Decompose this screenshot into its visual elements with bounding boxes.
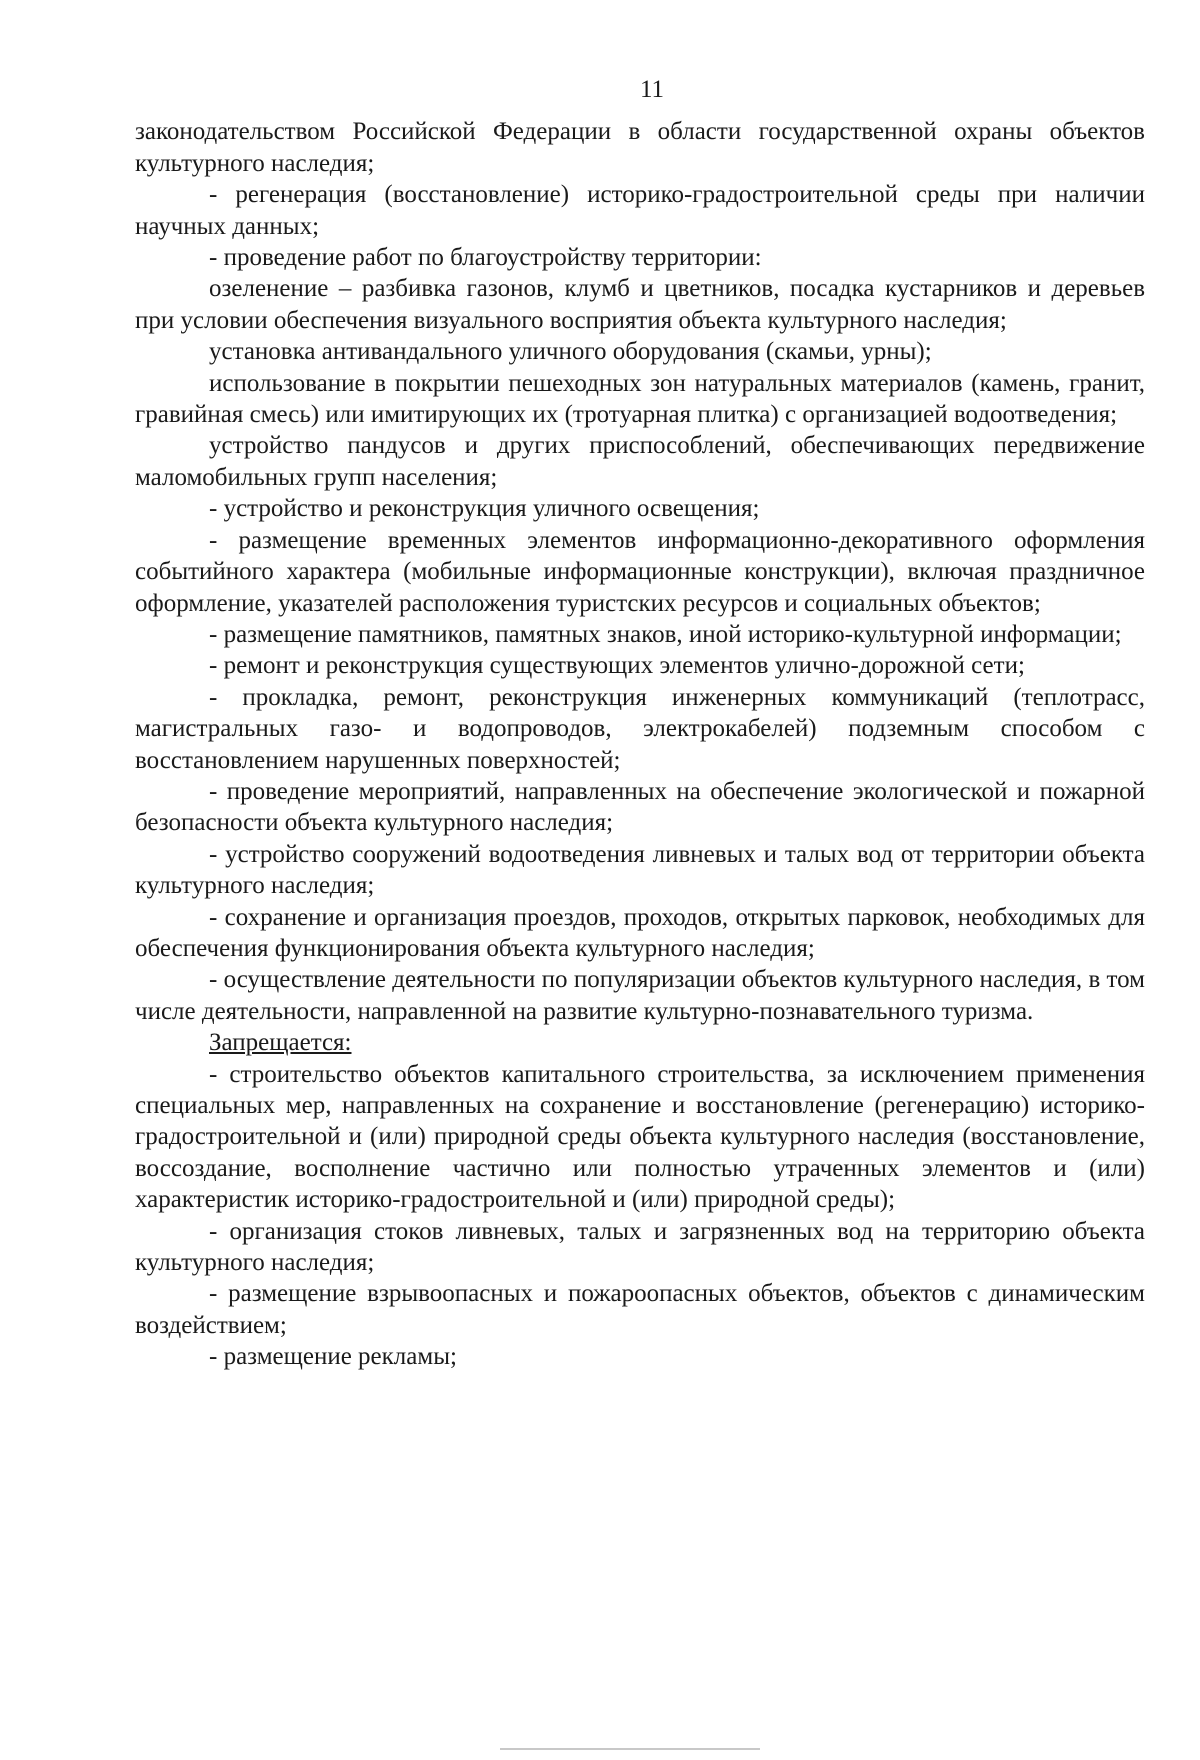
permitted-works-section [135, 116, 1145, 1027]
paragraph: - проведение мероприятий, направленных на обеспечение экологической и пожарной безопасности объекта культурного наследия; [135, 777, 1145, 837]
paragraph: - осуществление деятельности по популяризации объектов культурного наследия, в том числе деятельности, направленной на развитие культурно-познавательного туризма. [135, 966, 1145, 1025]
paragraph: - проведение работ по благоустройству территории: [209, 244, 762, 272]
prohibited-item: - размещение взрывоопасных и пожароопасных объектов, объектов с динамическим воздействием; [135, 1280, 1145, 1339]
paragraph: - ремонт и реконструкция существующих элементов улично-дорожной сети; [209, 652, 1025, 680]
paragraph: установка антивандального уличного оборудования (скамьи, урны); [209, 338, 932, 366]
paragraph: - размещение временных элементов информационно-декоративного оформления событийного характера (мобильные информационные конструкции), включая праздничное оформление, указателей расположения туристских ресурсов и социальных объектов; [135, 526, 1145, 617]
paragraph: устройство пандусов и других приспособлений, обеспечивающих передвижение маломобильных групп населения; [135, 432, 1145, 491]
prohibited-item: - организация стоков ливневых, талых и загрязненных вод на территорию объекта культурного наследия; [135, 1217, 1145, 1277]
paragraph: - устройство и реконструкция уличного освещения; [209, 495, 760, 523]
paragraph: озеленение – разбивка газонов, клумб и цветников, посадка кустарников и деревьев при условии обеспечения визуального восприятия объекта культурного наследия; [135, 275, 1145, 334]
paragraph: - сохранение и организация проездов, проходов, открытых парковок, необходимых для обеспечения функционирования объекта культурного наследия; [135, 903, 1145, 962]
prohibited-item: - строительство объектов капитального строительства, за исключением применения специальных мер, направленных на сохранение и восстановление (регенерацию) историко-градостроительной и (или) природной среды объекта культурного наследия (восстановление, воссоздание, восполнение частично или полностью утраченных элементов и (или) характеристик историко-градостроительной и (или) природной среды); [135, 1060, 1145, 1214]
prohibited-section [135, 1027, 1145, 1372]
paragraph: использование в покрытии пешеходных зон натуральных материалов (камень, гранит, гравийная смесь) или имитирующих их (тротуарная плитка) с организацией водоотведения; [135, 369, 1145, 429]
page-number: 11 [639, 76, 665, 103]
paragraph: - прокладка, ремонт, реконструкция инженерных коммуникаций (теплотрасс, магистральных газо- и водопроводов, электрокабелей) подземным способом с восстановлением нарушенных поверхностей; [135, 683, 1145, 774]
paragraph: - размещение памятников, памятных знаков, иной историко-культурной информации; [209, 620, 1122, 648]
paragraph: - регенерация (восстановление) историко-градостроительной среды при наличии научных данных; [135, 181, 1145, 240]
paragraph: законодательством Российской Федерации в области государственной охраны объектов культурного наследия; [135, 118, 1145, 177]
paragraph: - устройство сооружений водоотведения ливневых и талых вод от территории объекта культурного наследия; [135, 840, 1145, 900]
prohibited-heading [135, 1027, 1145, 1058]
prohibited-heading-text: Запрещается: [209, 1029, 352, 1057]
prohibited-item: - размещение рекламы; [209, 1343, 457, 1371]
scan-edge-mark [500, 1748, 760, 1750]
document-page [135, 74, 1145, 1373]
